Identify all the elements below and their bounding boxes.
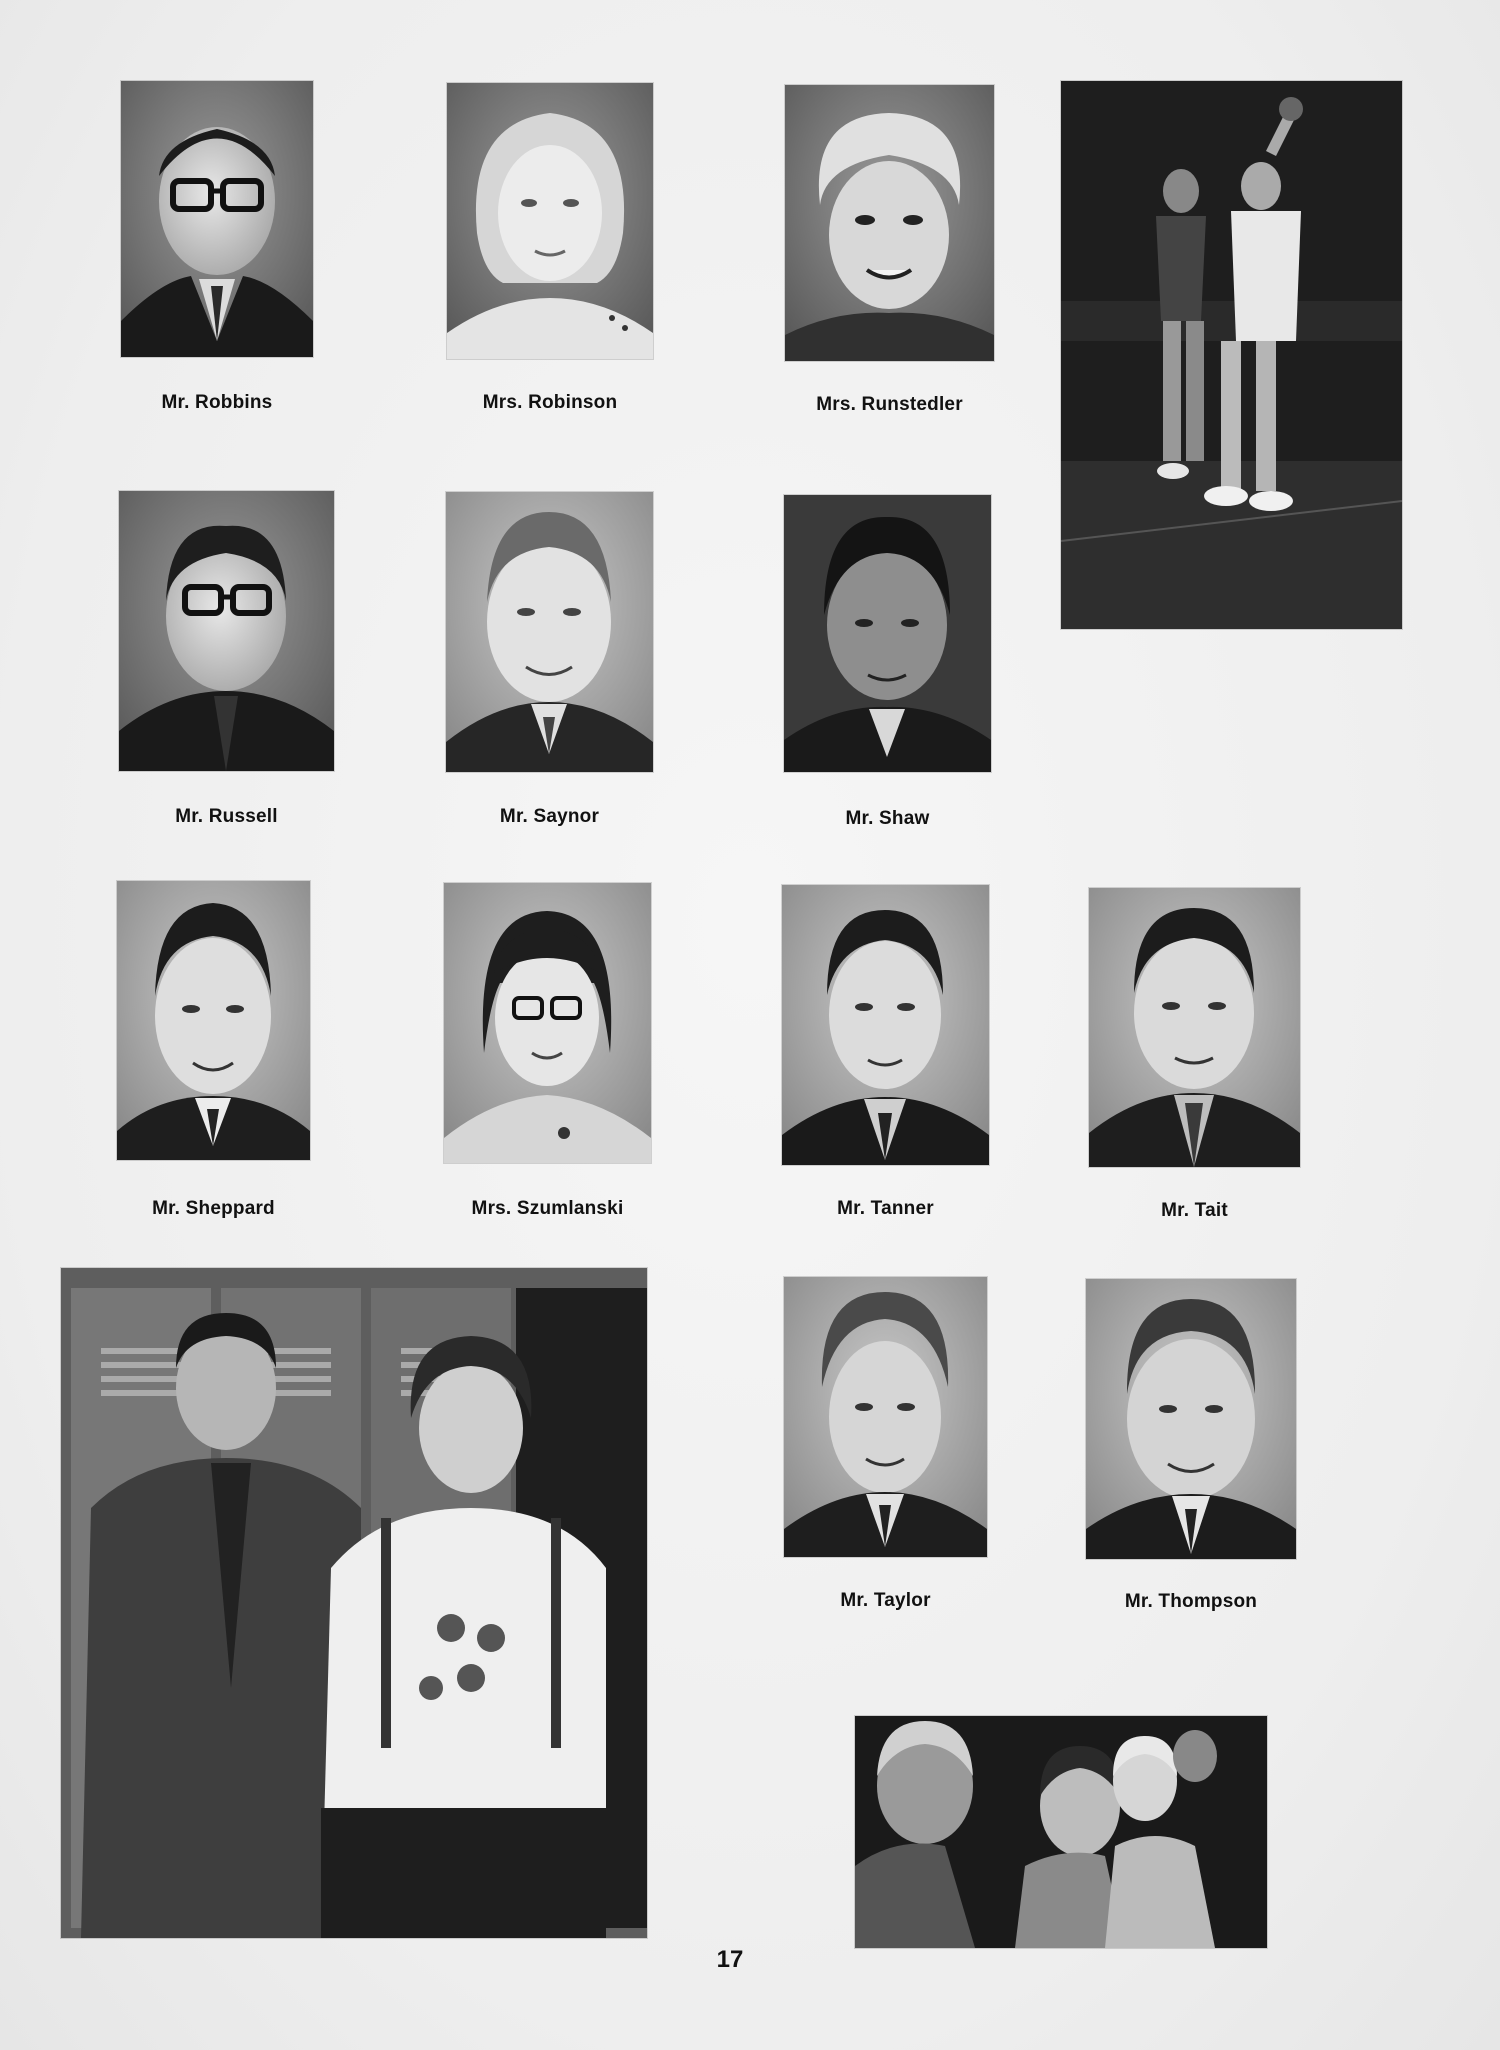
portrait-photo-sheppard [117, 881, 310, 1160]
page-number: 17 [716, 1946, 744, 1973]
portrait-photo-russell [119, 491, 334, 771]
lockers-candid-photo [61, 1268, 647, 1938]
portrait-photo-szumlanski [444, 883, 651, 1163]
portrait-photo-runstedler [785, 85, 994, 361]
audience-candid-photo [855, 1716, 1267, 1948]
portrait-photo-tanner [782, 885, 989, 1165]
portrait-caption-shaw: Mr. Shaw [845, 808, 930, 829]
basketball-candid-photo [1061, 81, 1402, 629]
portrait-photo-taylor [784, 1277, 987, 1557]
portrait-caption-szumlanski: Mrs. Szumlanski [471, 1198, 624, 1219]
portrait-caption-russell: Mr. Russell [175, 806, 278, 827]
portrait-photo-thompson [1086, 1279, 1296, 1559]
portrait-caption-runstedler: Mrs. Runstedler [816, 394, 963, 415]
portrait-caption-tait: Mr. Tait [1161, 1200, 1228, 1221]
portrait-caption-thompson: Mr. Thompson [1124, 1591, 1258, 1612]
portrait-photo-saynor [446, 492, 653, 772]
portrait-caption-robinson: Mrs. Robinson [482, 392, 618, 413]
portrait-photo-shaw [784, 495, 991, 772]
portrait-caption-sheppard: Mr. Sheppard [152, 1198, 275, 1219]
portrait-caption-taylor: Mr. Taylor [840, 1590, 931, 1611]
portrait-caption-saynor: Mr. Saynor [499, 806, 600, 827]
portrait-photo-robinson [447, 83, 653, 359]
portrait-photo-robbins [121, 81, 313, 357]
portrait-caption-tanner: Mr. Tanner [837, 1198, 934, 1219]
portrait-photo-tait [1089, 888, 1300, 1167]
portrait-caption-robbins: Mr. Robbins [161, 392, 273, 413]
